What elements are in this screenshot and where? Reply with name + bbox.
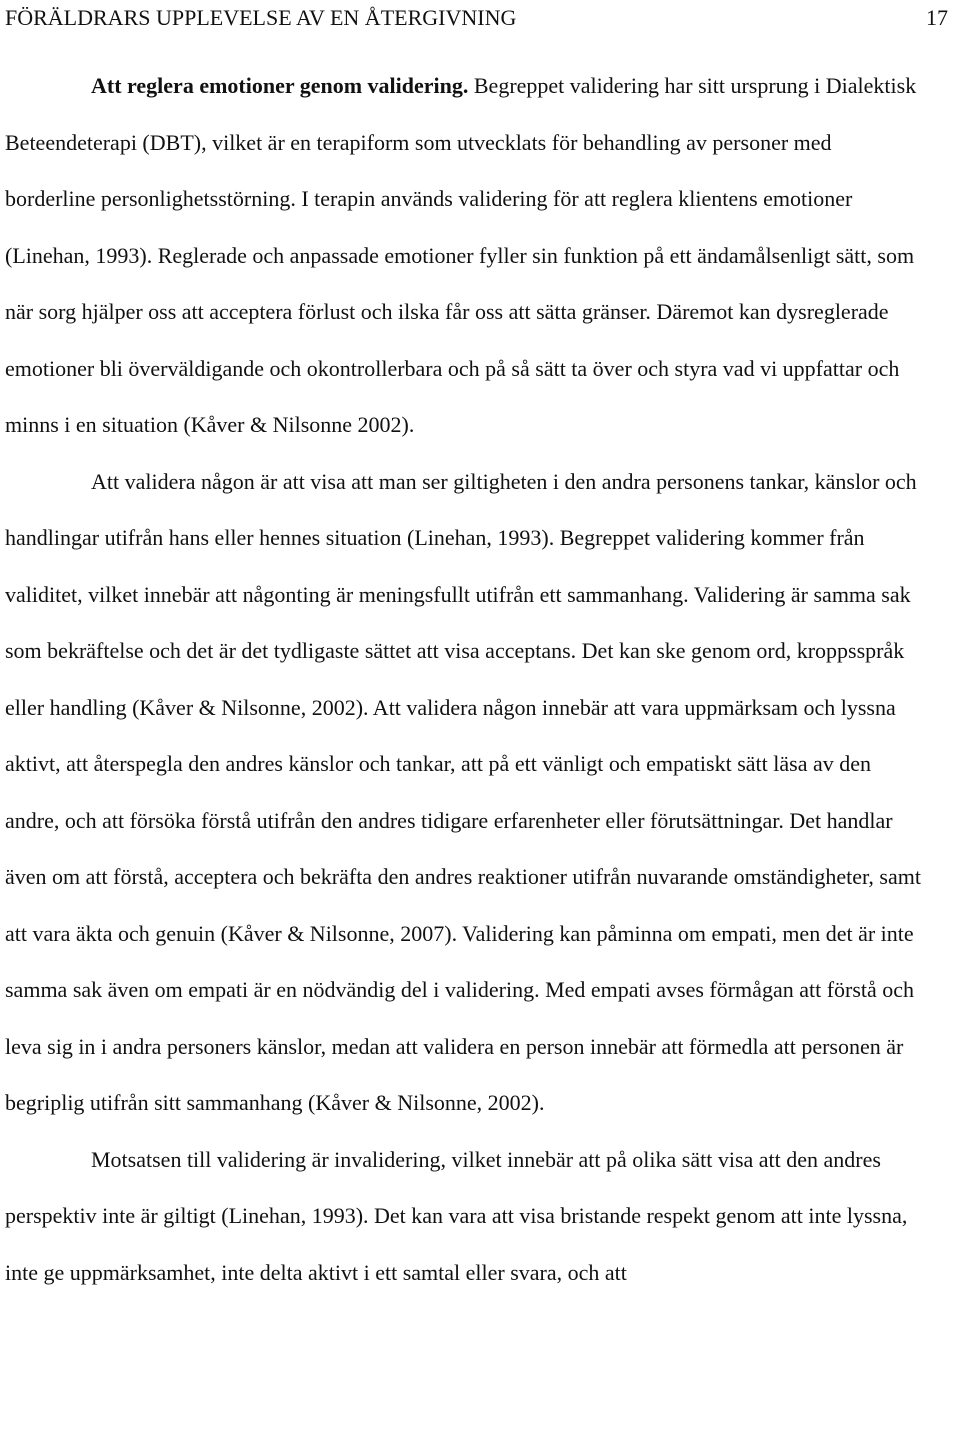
running-head [5,2,948,34]
page-number: 17 [926,5,948,30]
paragraph-1 [5,58,925,454]
running-title: FÖRÄLDRARS UPPLEVELSE AV EN ÅTERGIVNING [5,5,517,30]
body-text [5,58,925,1301]
section-heading: Att reglera emotioner genom validering. [91,73,469,98]
paragraph-1-text: Begreppet validering har sitt ursprung i Dialektisk Beteendeterapi (DBT), vilket är en terapiform som utvecklats för behandling av personer med borderline personlighetsstörning. I terapin används validering för att reglera klientens emotioner (Linehan, 1993). Reglerade och anpassade emotioner fyller sin funktion på ett ändamålsenligt sätt, som när sorg hjälper oss att acceptera förlust och ilska får oss att sätta gränser. Däremot kan dysreglerade emotioner bli överväldigande och okontrollerbara och på så sätt ta över och styra vad vi uppfattar och minns i en situation (Kåver & Nilsonne 2002). [5,73,917,437]
paragraph-2: Att validera någon är att visa att man ser giltigheten i den andra personens tankar, känslor och handlingar utifrån hans eller hennes situation (Linehan, 1993). Begreppet validering kommer från validitet, vilket innebär att någonting är meningsfullt utifrån ett sammanhang. Validering är samma sak som bekräftelse och det är det tydligaste sättet att visa acceptans. Det kan ske genom ord, kroppsspråk eller handling (Kåver & Nilsonne, 2002). Att validera någon innebär att vara uppmärksam och lyssna aktivt, att återspegla den andres känslor och tankar, att på ett vänligt och empatiskt sätt läsa av den andre, och att försöka förstå utifrån den andres tidigare erfarenheter eller förutsättningar. Det handlar även om att förstå, acceptera och bekräfta den andres reaktioner utifrån nuvarande omständigheter, samt att vara äkta och genuin (Kåver & Nilsonne, 2007). Validering kan påminna om empati, men det är inte samma sak även om empati är en nödvändig del i validering. Med empati avses förmågan att förstå och leva sig in i andra personers känslor, medan att validera en person innebär att förmedla att personen är begriplig utifrån sitt sammanhang (Kåver & Nilsonne, 2002). [5,468,921,1115]
paragraph-3: Motsatsen till validering är invalidering, vilket innebär att på olika sätt visa att den andres perspektiv inte är giltigt (Linehan, 1993). Det kan vara att visa bristande respekt genom att inte lyssna, inte ge uppmärksamhet, inte delta aktivt i ett samtal eller svara, och att [5,1146,908,1285]
